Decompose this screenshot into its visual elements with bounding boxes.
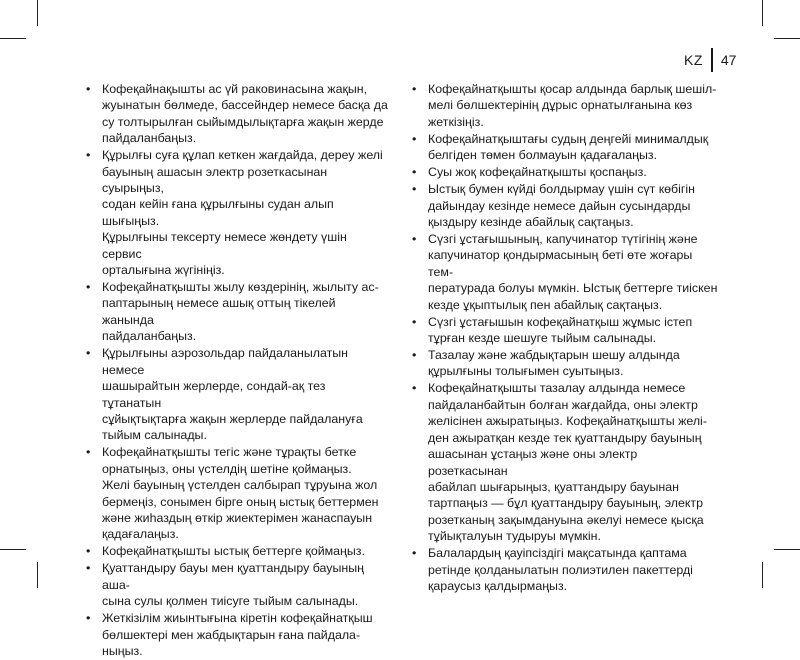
bullet-icon: • xyxy=(412,314,417,329)
list-item-text: Сүзгі ұстағышын кофеқайнатқыш жұмыс істеп тұрған кезде шешуге тыйым салынады. xyxy=(428,314,693,346)
bullet-icon: • xyxy=(86,82,91,96)
list-item xyxy=(86,444,388,542)
header-divider xyxy=(711,48,713,72)
list-item-text: Құрылғы суға құлап кеткен жағдайда, дереу желі бауының ашасын электр розеткасынан суырыңыз, содан кейін ғана құрылғыны судан алып шығыңыз. Құрылғыны тексерту немесе жөндету үшін сервис орталығына жүгініңіз. xyxy=(102,148,383,278)
crop-mark-bottom-left-v xyxy=(37,562,38,588)
list-item-text: Кофеқайнатқышты жылу көздерінің, жылыту ас- паптарының немесе ашық оттың тікелей жанында пайдаланбаңыз. xyxy=(102,280,379,344)
crop-mark-bottom-right-v xyxy=(762,562,763,588)
list-item xyxy=(86,543,388,559)
language-code: KZ xyxy=(684,52,703,68)
list-item xyxy=(412,347,718,380)
list-item xyxy=(86,560,388,609)
list-item xyxy=(412,81,718,130)
left-column-list xyxy=(86,81,388,660)
list-item-text: Сүзгі ұстағышының, капучинатор түтігінің және капучинатор қондырмасының беті өте жоғары тем- пературада болуы мүмкін. Ыстық беттерге тиіскен кезде ұқыптылық пен абайлық сақтаңыз. xyxy=(428,232,718,312)
bullet-icon: • xyxy=(86,346,91,361)
bullet-icon: • xyxy=(412,131,417,146)
bullet-icon: • xyxy=(412,82,417,96)
list-item xyxy=(86,81,388,147)
list-item xyxy=(412,380,718,544)
crop-mark-top-left-h xyxy=(0,38,26,39)
bullet-icon: • xyxy=(86,148,91,163)
crop-mark-top-left-v xyxy=(37,0,38,26)
bullet-icon: • xyxy=(412,546,417,561)
list-item-text: Құрылғыны аэрозольдар пайдаланылатын немесе шашырайтын жерлерде, сондай-ақ тез тұтанатын сұйықтықтарға жақын жерлерде пайдалануға тыйым салынады. xyxy=(102,346,363,443)
bullet-icon: • xyxy=(86,611,91,626)
list-item xyxy=(86,147,388,278)
list-item-text: Кофеқайнатқышты тегіс және тұрақты бетке орнатыңыз, оны үстелдің шетіне қоймаңыз. Желі бауының үстелден салбырап тұруына жол бермеңіз, сонымен бірге оның ыстық беттермен және жиһаздың өткір жиектерімен жанаспауын қадағалаңыз. xyxy=(102,445,379,542)
list-item-text: Тазалау және жабдықтарын шешу алдында құрылғыны толығымен суытыңыз. xyxy=(428,348,680,379)
list-item-text: Жеткізілім жиынтығына кіретін кофеқайнатқыш бөлшектері мен жабдықтарын ғана пайдала- ныңыз. xyxy=(102,611,373,658)
bullet-icon: • xyxy=(412,381,417,396)
list-item xyxy=(412,164,718,180)
list-item-text: Кофеқайнақышты ас үй раковинасына жақын, жуынатын бөлмеде, бассейндер немесе басқа да су толтырылған сыйымдылықтарға жақын жерде пайдаланбаңыз. xyxy=(102,82,388,146)
bullet-icon: • xyxy=(86,280,91,295)
list-item xyxy=(86,610,388,659)
bullet-icon: • xyxy=(412,232,417,247)
bullet-icon: • xyxy=(412,182,417,197)
right-column-list xyxy=(412,81,718,595)
list-item xyxy=(86,279,388,345)
list-item-text: Кофеқайнатқышты тазалау алдында немесе пайдаланбайтын болған жағдайда, оны электр желісінен ажыратыңыз. Кофеқайнатқышты желі- ден ажыратқан кезде тек қуаттандыру бауының ашасынан ұстаңыз және оны электр розеткасынан абайлап шығарыңыз, қуаттандыру бауынан тартпаңыз — бұл қуаттандыру бауының, электр розетканың зақымдануына әкелуі немесе қысқа тұйықталуын тудыруы мүмкін. xyxy=(428,381,707,544)
list-item-text: Балалардың қауіпсіздігі мақсатында қаптама ретінде қолданылатын полиэтилен пакеттерді қараусыз қалдырмаңыз. xyxy=(428,546,693,593)
list-item-text: Суы жоқ кофеқайнатқышты қоспаңыз. xyxy=(428,165,647,180)
list-item-text: Ыстық бумен күйді болдырмау үшін сүт көбігін дайындау кезінде немесе дайын сусындарды қыздыру кезінде абайлық сақтаңыз. xyxy=(428,182,695,230)
bullet-icon: • xyxy=(86,544,91,559)
list-item xyxy=(86,345,388,443)
page-number: 47 xyxy=(720,52,737,68)
list-item xyxy=(412,314,718,347)
list-item-text: Қуаттандыру бауы мен қуаттандыру бауының аша- сына сулы қолмен тиісуге тыйым салынады. xyxy=(102,561,364,609)
list-item xyxy=(412,231,718,313)
crop-mark-bottom-right-h xyxy=(774,549,800,550)
list-item-text: Кофеқайнатқыштағы судың деңгейі минималдық белгіден төмен болмауын қадағалаңыз. xyxy=(428,131,709,163)
list-item xyxy=(412,545,718,594)
bullet-icon: • xyxy=(412,348,417,363)
list-item-text: Кофеқайнатқышты қосар алдында барлық шешіл- мелі бөлшектерінің дұрыс орнатылғанына көз жеткізіңіз. xyxy=(428,82,717,129)
crop-mark-bottom-left-h xyxy=(0,549,26,550)
bullet-icon: • xyxy=(412,165,417,180)
crop-mark-top-right-v xyxy=(762,0,763,26)
list-item xyxy=(412,131,718,164)
page-header xyxy=(684,48,736,72)
list-item-text: Кофеқайнатқышты ыстық беттерге қоймаңыз. xyxy=(102,544,365,559)
list-item xyxy=(412,181,718,230)
crop-mark-top-right-h xyxy=(774,38,800,39)
bullet-icon: • xyxy=(86,561,91,576)
bullet-icon: • xyxy=(86,445,91,460)
